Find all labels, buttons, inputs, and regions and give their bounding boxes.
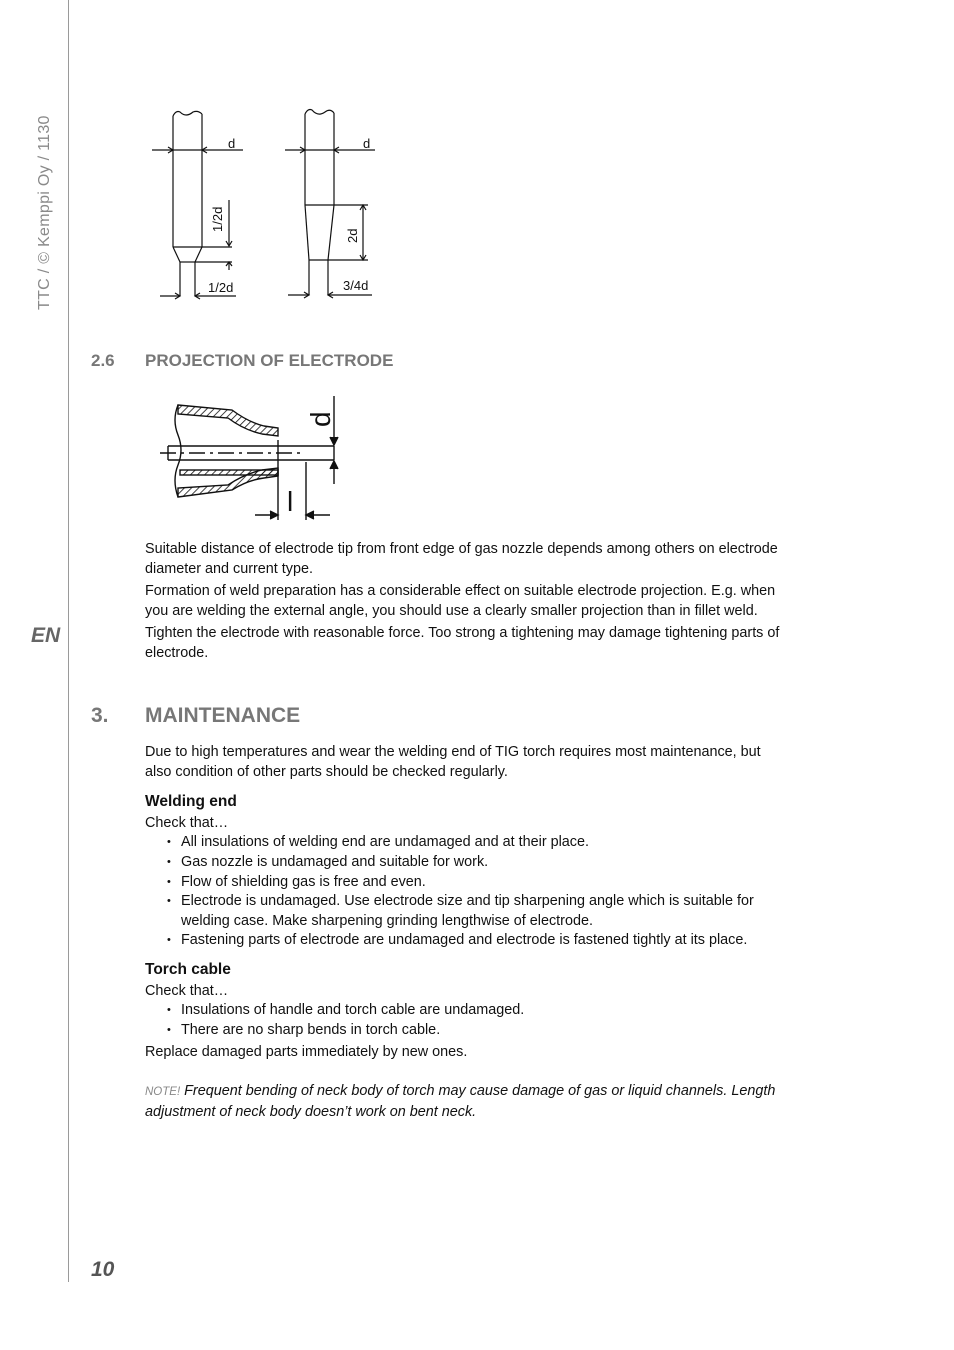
list-item: • All insulations of welding end are undamaged and at their place. — [145, 833, 785, 853]
note — [145, 1082, 785, 1122]
list-item: • Electrode is undamaged. Use electrode size and tip sharpening angle which is suitable for welding case. Make sharpening grinding lengthwise of electrode. — [145, 892, 785, 931]
section-2-6-title: PROJECTION OF ELECTRODE — [145, 351, 394, 370]
section-2-6-body — [145, 540, 785, 664]
language-tag: EN — [31, 624, 61, 647]
side-label: TTC / © Kemppi Oy / 1130 — [36, 115, 53, 310]
welding-end-heading: Welding end — [145, 793, 237, 811]
maintenance-intro: Due to high temperatures and wear the welding end of TIG torch requires most maintenance, but also condition of other parts should be checked regularly. — [145, 744, 761, 780]
welding-end-check: Check that… — [145, 814, 229, 831]
label-projection-l: l — [287, 486, 294, 517]
section-2-6-number: 2.6 — [91, 351, 115, 370]
replace-parts-text: Replace damaged parts immediately by new ones. — [145, 1044, 468, 1061]
label-right-three-quarter-d: 3/4d — [343, 278, 369, 293]
label-right-d: d — [363, 136, 371, 151]
paragraph: Formation of weld preparation has a considerable effect on suitable electrode projection. E.g. when you are welding the external angle, you should use a clearly smaller projection than in fillet weld. — [145, 583, 776, 619]
torch-cable-check: Check that… — [145, 982, 229, 999]
list-item: • There are no sharp bends in torch cable. — [145, 1021, 785, 1041]
torch-cable-heading: Torch cable — [145, 960, 231, 978]
paragraph: Tighten the electrode with reasonable force. Too strong a tightening may damage tightening parts of electrode. — [145, 625, 780, 661]
list-item: • Gas nozzle is undamaged and suitable for work. — [145, 853, 785, 873]
label-right-2d: 2d — [345, 228, 360, 243]
list-item: • Fastening parts of electrode are undamaged and electrode is fastened tightly at its place. — [145, 931, 785, 951]
list-item: • Flow of shielding gas is free and even. — [145, 873, 785, 893]
list-item: • Insulations of handle and torch cable are undamaged. — [145, 1001, 785, 1021]
section-3-body — [145, 743, 785, 1122]
electrode-projection-figure — [0, 0, 954, 540]
section-3-number: 3. — [91, 704, 109, 727]
torch-cable-list — [145, 1001, 785, 1040]
label-left-half-d-tip: 1/2d — [208, 280, 234, 295]
page-number: 10 — [91, 1258, 115, 1281]
label-projection-d: d — [305, 411, 336, 427]
welding-end-list — [145, 833, 785, 951]
note-label: NOTE! — [145, 1085, 181, 1098]
paragraph: Suitable distance of electrode tip from front edge of gas nozzle depends among others on electrode diameter and current type. — [145, 541, 778, 577]
section-3-title: MAINTENANCE — [145, 704, 301, 727]
note-text: Frequent bending of neck body of torch may cause damage of gas or liquid channels. Length adjustment of neck body doesn’t work on bent neck. — [145, 1082, 776, 1120]
label-left-d: d — [228, 136, 236, 151]
label-left-half-d-length: 1/2d — [210, 206, 225, 232]
